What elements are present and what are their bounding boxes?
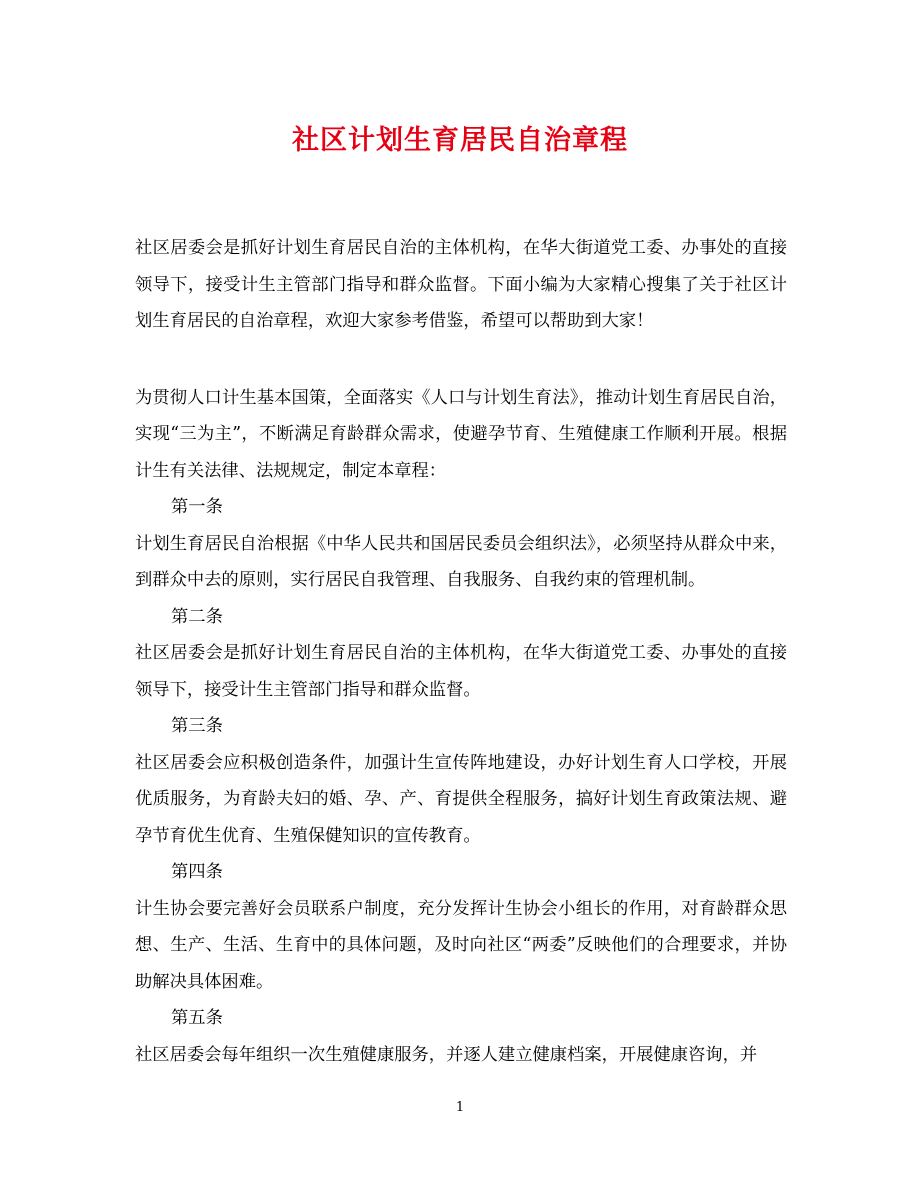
article-1-text: 计划生育居民自治根据《中华人民共和国居民委员会组织法》，必须坚持从群众中来，到群众中去的原则，实行居民自我管理、自我服务、自我约束的管理机制。 (135, 533, 787, 590)
article-5-heading: 第五条 (171, 1008, 223, 1028)
preamble-paragraph: 为贯彻人口计生基本国策，全面落实《人口与计划生育法》，推动计划生育居民自治，实现“三为主”，不断满足育龄群众需求，使避孕节育、生殖健康工作顺利开展。根据计生有关法律、法规规定，制定本章程： (135, 387, 787, 481)
article-5-text: 社区居委会每年组织一次生殖健康服务，并逐人建立健康档案，开展健康咨询，并 (135, 1044, 758, 1065)
document-body (135, 230, 787, 1073)
article-1-heading: 第一条 (171, 497, 223, 517)
intro-paragraph: 社区居委会是抓好计划生育居民自治的主体机构，在华大街道党工委、办事处的直接领导下，接受计生主管部门指导和群众监督。下面小编为大家精心搜集了关于社区计划生育居民的自治章程，欢迎大家参考借鉴，希望可以帮助到大家！ (135, 238, 787, 331)
page-number: 1 (455, 1100, 465, 1115)
document-title: 社区计划生育居民自治章程 (292, 125, 628, 156)
article-2-heading: 第二条 (171, 606, 223, 627)
article-3-heading: 第三条 (171, 716, 223, 736)
article-2-text: 社区居委会是抓好计划生育居民自治的主体机构，在华大街道党工委、办事处的直接领导下，接受计生主管部门指导和群众监督。 (135, 643, 787, 700)
paragraph-gap (135, 340, 787, 380)
article-4-heading: 第四条 (171, 862, 223, 882)
article-4-text: 计生协会要完善好会员联系户制度，充分发挥计生协会小组长的作用，对育龄群众思想、生产、生活、生育中的具体问题，及时向社区“两委”反映他们的合理要求，并协助解决具体困难。 (135, 898, 787, 992)
article-3-text: 社区居委会应积极创造条件，加强计生宣传阵地建设，办好计划生育人口学校，开展优质服务，为育龄夫妇的婚、孕、产、育提供全程服务，搞好计划生育政策法规、避孕节育优生优育、生殖保健知识的宣传教育。 (135, 752, 787, 846)
